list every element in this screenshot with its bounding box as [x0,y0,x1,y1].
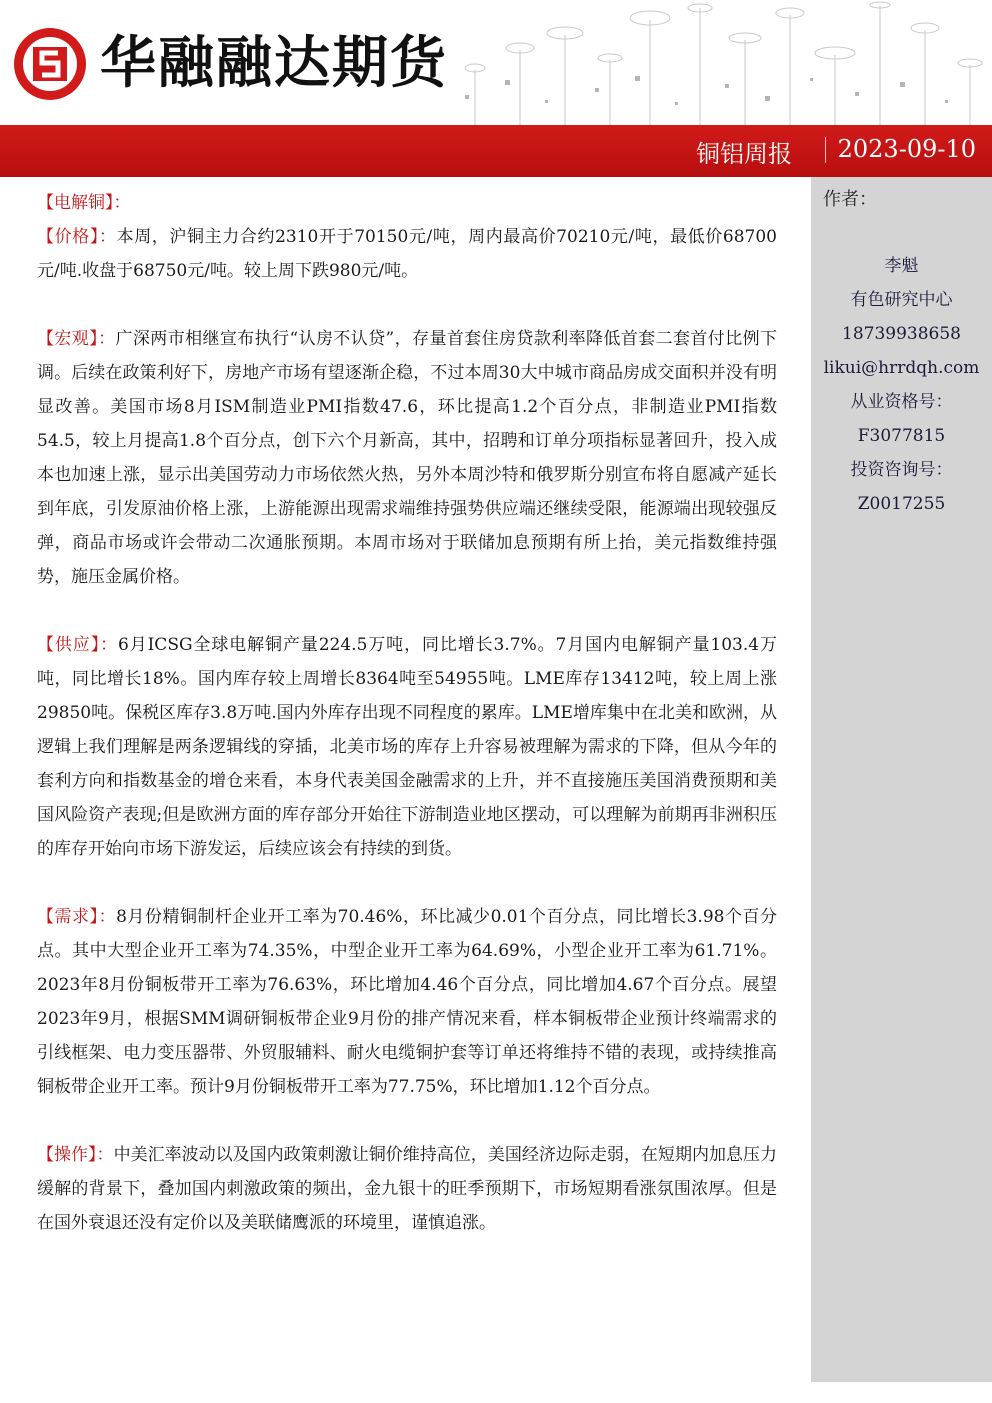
author-sidebar [811,177,992,1382]
author-info [811,249,992,521]
company-name: 华融融达期货 [100,31,448,96]
supply-text: 6月ICSG全球电解铜产量224.5万吨，同比增长3.7%。7月国内电解铜产量103.4万吨，同比增长18%。国内库存较上周增长8364吨至54955吨。LME库存13412吨，较上周上涨29850吨。保税区库存3.8万吨.国内外库存出现不同程度的累库。LME增库集中在北美和欧洲，从逻辑上我们理解是两条逻辑线的穿插，北美市场的库存上升容易被理解为需求的下降，但从今年的套利方向和指数基金的增仓来看，本身代表美国金融需求的上升，并不直接施压美国消费预期和美国风险资产表现;但是欧洲方面的库存部分开始往下游制造业地区摆动，可以理解为前期再非洲积压的库存开始向市场下游发运，后续应该会有持续的到货。 [37,635,777,859]
supply-tag: 【供应】： [37,635,118,655]
author-phone: 18739938658 [842,324,961,344]
author-department: 有色研究中心 [850,290,953,310]
company-logo [12,26,88,102]
report-title: 铜铝周报 [696,140,792,168]
title-bar [0,125,992,177]
demand-text: 8月份精铜制杆企业开工率为70.46%，环比减少0.01个百分点，同比增长3.98个百分点。其中大型企业开工率为74.35%，中型企业开工率为64.69%，小型企业开工率为61.71%。2023年8月份铜板带开工率为76.63%，环比增加4.46个百分点，同比增加4.67个百分点。展望2023年9月，根据SMM调研铜板带企业9月份的排产情况来看，样本铜板带企业预计终端需求的引线框架、电力变压器带、外贸服辅料、耐火电缆铜护套等订单还将维持不错的表现，或持续推高铜板带企业开工率。预计9月份铜板带开工率为77.75%，环比增加1.12个百分点。 [37,907,777,1097]
report-body [37,186,777,1274]
qualification-label: 从业资格号： [850,392,953,412]
section-title: 【电解铜】： [37,193,131,213]
macro-paragraph [37,322,777,594]
supply-paragraph [37,628,777,866]
price-paragraph [37,220,777,288]
author-name: 李魁 [884,256,919,276]
title-separator [825,137,826,163]
qualification-number: F3077815 [857,426,946,446]
report-header [0,0,992,125]
consult-number: Z0017255 [857,494,946,514]
report-date: 2023-09-10 [837,135,976,163]
consult-label: 投资咨询号： [850,460,953,480]
author-label: 作者： [823,189,877,210]
header-decoration [445,0,992,125]
author-email: likui@hrrdqh.com [823,358,980,378]
operation-tag: 【操作】： [37,1145,114,1165]
macro-text: 广深两市相继宣布执行“认房不认贷”，存量首套住房贷款利率降低首套二套首付比例下调。后续在政策利好下，房地产市场有望逐渐企稳，不过本周30大中城市商品房成交面积并没有明显改善。美国市场8月ISM制造业PMI指数47.6，环比提高1.2个百分点，非制造业PMI指数54.5，较上月提高1.8个百分点，创下六个月新高，其中，招聘和订单分项指标显著回升，投入成本也加速上涨，显示出美国劳动力市场依然火热，另外本周沙特和俄罗斯分别宣布将自愿减产延长到年底，引发原油价格上涨，上游能源出现需求端维持强势供应端还继续受限，能源端出现较强反弹，商品市场或许会带动二次通胀预期。本周市场对于联储加息预期有所上抬，美元指数维持强势，施压金属价格。 [37,329,778,587]
demand-tag: 【需求】： [37,907,117,927]
section-heading [37,186,777,220]
demand-paragraph [37,900,777,1104]
price-text: 本周，沪铜主力合约2310开于70150元/吨，周内最高价70210元/吨，最低价68700元/吨.收盘于68750元/吨。较上周下跌980元/吨。 [37,227,777,281]
price-tag: 【价格】： [37,227,117,247]
operation-paragraph [37,1138,777,1240]
operation-text: 中美汇率波动以及国内政策刺激让铜价维持高位，美国经济边际走弱，在短期内加息压力缓解的背景下，叠加国内刺激政策的频出，金九银十的旺季预期下，市场短期看涨氛围浓厚。但是在国外衰退还没有定价以及美联储鹰派的环境里，谨慎追涨。 [37,1145,778,1233]
macro-tag: 【宏观】： [37,329,116,349]
